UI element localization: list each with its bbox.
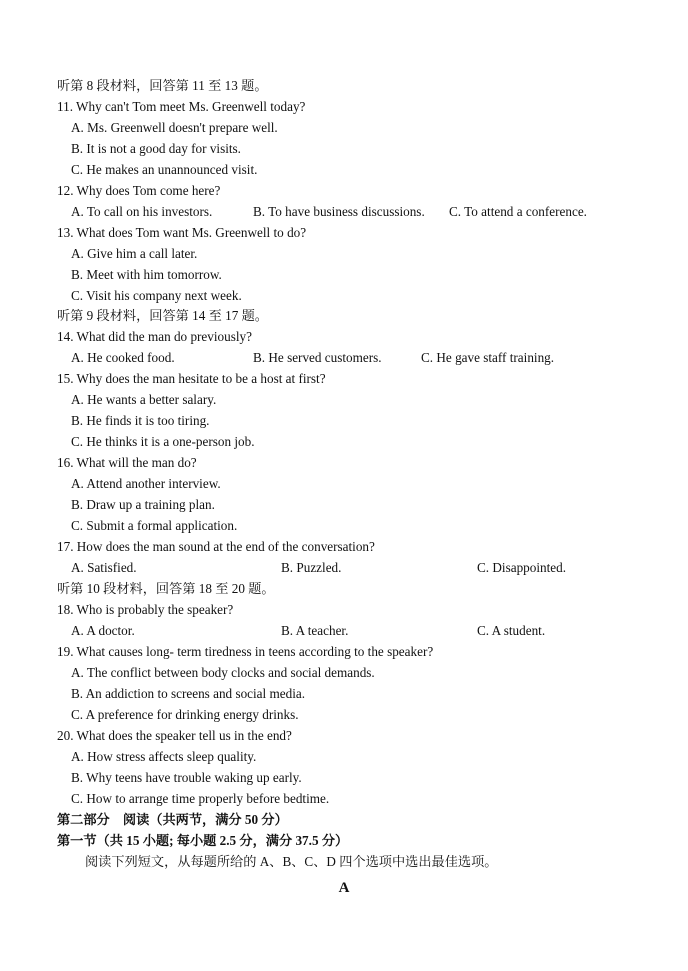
instruction-part10: 听第 10 段材料，回答第 18 至 20 题。 (57, 581, 275, 596)
question-17-option-c: C. Disappointed. (477, 560, 567, 575)
question-18-option-a: A. A doctor. (71, 623, 135, 638)
question-20-stem: 20. What does the speaker tell us in the end? (57, 728, 292, 743)
question-15-stem: 15. Why does the man hesitate to be a host at first? (57, 371, 326, 386)
question-11-option-c: C. He makes an unannounced visit. (71, 162, 258, 177)
question-12-stem: 12. Why does Tom come here? (57, 183, 221, 198)
question-15-option-b: B. He finds it is too tiring. (71, 413, 210, 428)
question-20-option-a: A. How stress affects sleep quality. (71, 749, 257, 764)
question-11-option-a: A. Ms. Greenwell doesn't prepare well. (71, 120, 278, 135)
question-17-stem: 17. How does the man sound at the end of the conversation? (57, 539, 375, 554)
reading-directions: 阅读下列短文，从每题所给的 A、B、C、D 四个选项中选出最佳选项。 (85, 854, 498, 869)
question-16-stem: 16. What will the man do? (57, 455, 197, 470)
question-18-stem: 18. Who is probably the speaker? (57, 602, 234, 617)
question-17-option-a: A. Satisfied. (71, 560, 137, 575)
question-18-option-c: C. A student. (477, 623, 546, 638)
question-14-stem: 14. What did the man do previously? (57, 329, 252, 344)
section1-title: 第一节（共 15 小题; 每小题 2.5 分，满分 37.5 分） (57, 833, 349, 848)
question-17-option-b: B. Puzzled. (281, 560, 342, 575)
question-16-option-a: A. Attend another interview. (71, 476, 221, 491)
question-19-option-b: B. An addiction to screens and social media. (71, 686, 306, 701)
question-12-option-c: C. To attend a conference. (449, 204, 587, 219)
question-15-option-c: C. He thinks it is a one-person job. (71, 434, 255, 449)
question-20-option-b: B. Why teens have trouble waking up early. (71, 770, 302, 785)
question-13-option-a: A. Give him a call later. (71, 246, 198, 261)
question-15-option-a: A. He wants a better salary. (71, 392, 217, 407)
question-14-option-a: A. He cooked food. (71, 350, 175, 365)
question-11-stem: 11. Why can't Tom meet Ms. Greenwell today? (57, 99, 306, 114)
question-13-option-c: C. Visit his company next week. (71, 288, 242, 303)
question-19-option-c: C. A preference for drinking energy drinks. (71, 707, 299, 722)
question-13-stem: 13. What does Tom want Ms. Greenwell to do? (57, 225, 307, 240)
question-16-option-b: B. Draw up a training plan. (71, 497, 215, 512)
instruction-part8: 听第 8 段材料，回答第 11 至 13 题。 (57, 78, 268, 93)
question-12-option-a: A. To call on his investors. (71, 204, 213, 219)
part2-title: 第二部分 阅读（共两节，满分 50 分） (57, 812, 288, 827)
question-16-option-c: C. Submit a formal application. (71, 518, 238, 533)
question-20-option-c: C. How to arrange time properly before bedtime. (71, 791, 330, 806)
question-19-option-a: A. The conflict between body clocks and social demands. (71, 665, 375, 680)
question-14-option-b: B. He served customers. (253, 350, 382, 365)
question-13-option-b: B. Meet with him tomorrow. (71, 267, 222, 282)
question-11-option-b: B. It is not a good day for visits. (71, 141, 241, 156)
question-18-option-b: B. A teacher. (281, 623, 349, 638)
question-14-option-c: C. He gave staff training. (421, 350, 555, 365)
question-19-stem: 19. What causes long- term tiredness in teens according to the speaker? (57, 644, 434, 659)
passage-label: A (338, 880, 350, 896)
question-12-option-b: B. To have business discussions. (253, 204, 425, 219)
instruction-part9: 听第 9 段材料，回答第 14 至 17 题。 (57, 308, 268, 323)
